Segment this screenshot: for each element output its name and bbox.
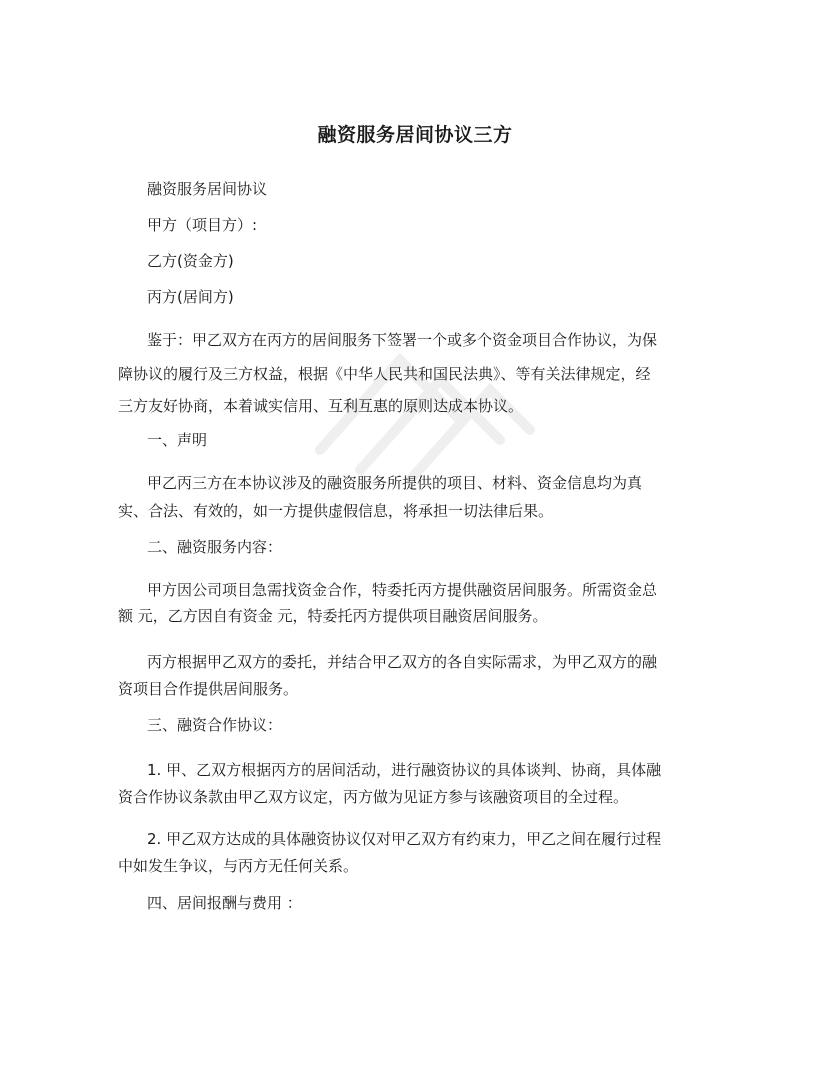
text-line: 甲方（项目方）:	[147, 216, 258, 234]
section-heading: 二、融资服务内容：	[147, 538, 283, 556]
section-heading: 三、融资合作协议：	[147, 716, 283, 734]
paragraph-line: 三方友好协商，本着诚实信用、互利互惠的原则达成本协议。	[118, 397, 524, 415]
paragraph-line: 资合作协议条款由甲乙双方议定，丙方做为见证方参与该融资项目的全过程。	[118, 788, 629, 806]
text-line: 融资服务居间协议	[147, 180, 268, 198]
text-line: 丙方(居间方)	[147, 288, 234, 306]
paragraph-line: 中如发生争议，与丙方无任何关系。	[118, 857, 359, 875]
paragraph-line: 甲方因公司项目急需找资金合作，特委托丙方提供融资居间服务。所需资金总	[147, 581, 658, 599]
document-title: 融资服务居间协议三方	[317, 124, 513, 146]
paragraph-line: 1. 甲、乙双方根据丙方的居间活动，进行融资协议的具体谈判、协商，具体融	[147, 761, 662, 779]
paragraph-line: 实、合法、有效的，如一方提供虚假信息，将承担一切法律后果。	[118, 502, 554, 520]
text-line: 乙方(资金方)	[147, 252, 234, 270]
paragraph-line: 资项目合作提供居间服务。	[118, 680, 299, 698]
paragraph-line: 2. 甲乙双方达成的具体融资协议仅对甲乙双方有约束力，甲乙之间在履行过程	[147, 830, 662, 848]
paragraph-line: 额 元，乙方因自有资金 元，特委托丙方提供项目融资居间服务。	[118, 607, 548, 625]
section-heading: 四、居间报酬与费用 ：	[147, 894, 302, 912]
paragraph-line: 甲乙丙三方在本协议涉及的融资服务所提供的项目、材料、资金信息均为真	[147, 474, 643, 492]
paragraph-line: 丙方根据甲乙双方的委托，并结合甲乙双方的各自实际需求，为甲乙双方的融	[147, 653, 658, 671]
paragraph-line: 障协议的履行及三方权益，根据《中华人民共和国民法典》、等有关法律规定，经	[118, 365, 651, 383]
section-heading: 一、声明	[147, 431, 208, 449]
paragraph-line: 鉴于：甲乙双方在丙方的居间服务下签署一个或多个资金项目合作协议，为保	[147, 331, 658, 349]
